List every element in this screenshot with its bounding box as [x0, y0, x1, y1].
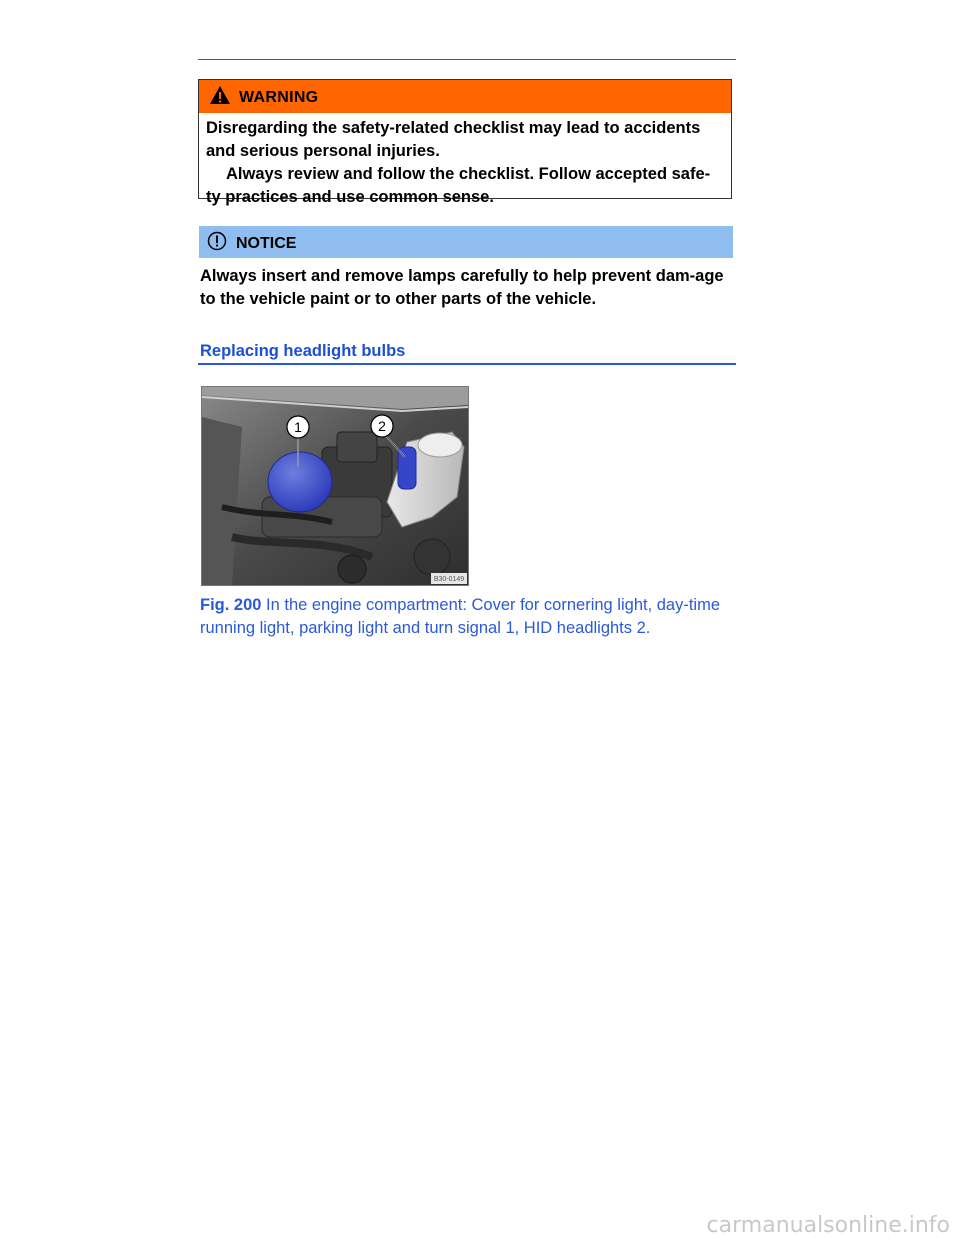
top-rule: [198, 59, 736, 60]
engine-compartment-illustration: [202, 387, 468, 585]
notice-title: NOTICE: [236, 235, 297, 252]
warning-text-1: Disregarding the safety-related checklist may lead to accidents and serious personal injuries.: [206, 119, 701, 160]
image-code: B30-0149: [433, 576, 465, 583]
warning-triangle-icon: [209, 85, 231, 105]
exclamation-circle-icon: [207, 231, 227, 251]
warning-header: [199, 80, 731, 113]
callout-1-label: 1: [294, 419, 302, 435]
section-rule: [198, 363, 736, 365]
engine-compartment-figure: [201, 386, 469, 586]
notice-header: [199, 226, 733, 258]
warning-title: WARNING: [239, 89, 319, 106]
figure-number: Fig. 200: [200, 596, 262, 614]
warning-text-2: Always review and follow the checklist. Follow accepted safe-ty practices and use common sense.: [206, 165, 711, 206]
figure-caption: [200, 594, 734, 640]
warning-box: [198, 79, 732, 206]
warning-body: [199, 113, 731, 209]
watermark: carmanualsonline.info: [706, 1213, 950, 1238]
callout-2-label: 2: [378, 418, 386, 434]
section-heading: Replacing headlight bulbs: [200, 342, 406, 360]
notice-text: Always insert and remove lamps carefully to help prevent dam-age to the vehicle paint or to other parts of the vehicle.: [200, 267, 724, 308]
figure-caption-text: In the engine compartment: Cover for cornering light, day-time running light, parking light and turn signal 1, HID headlights 2.: [200, 596, 721, 637]
